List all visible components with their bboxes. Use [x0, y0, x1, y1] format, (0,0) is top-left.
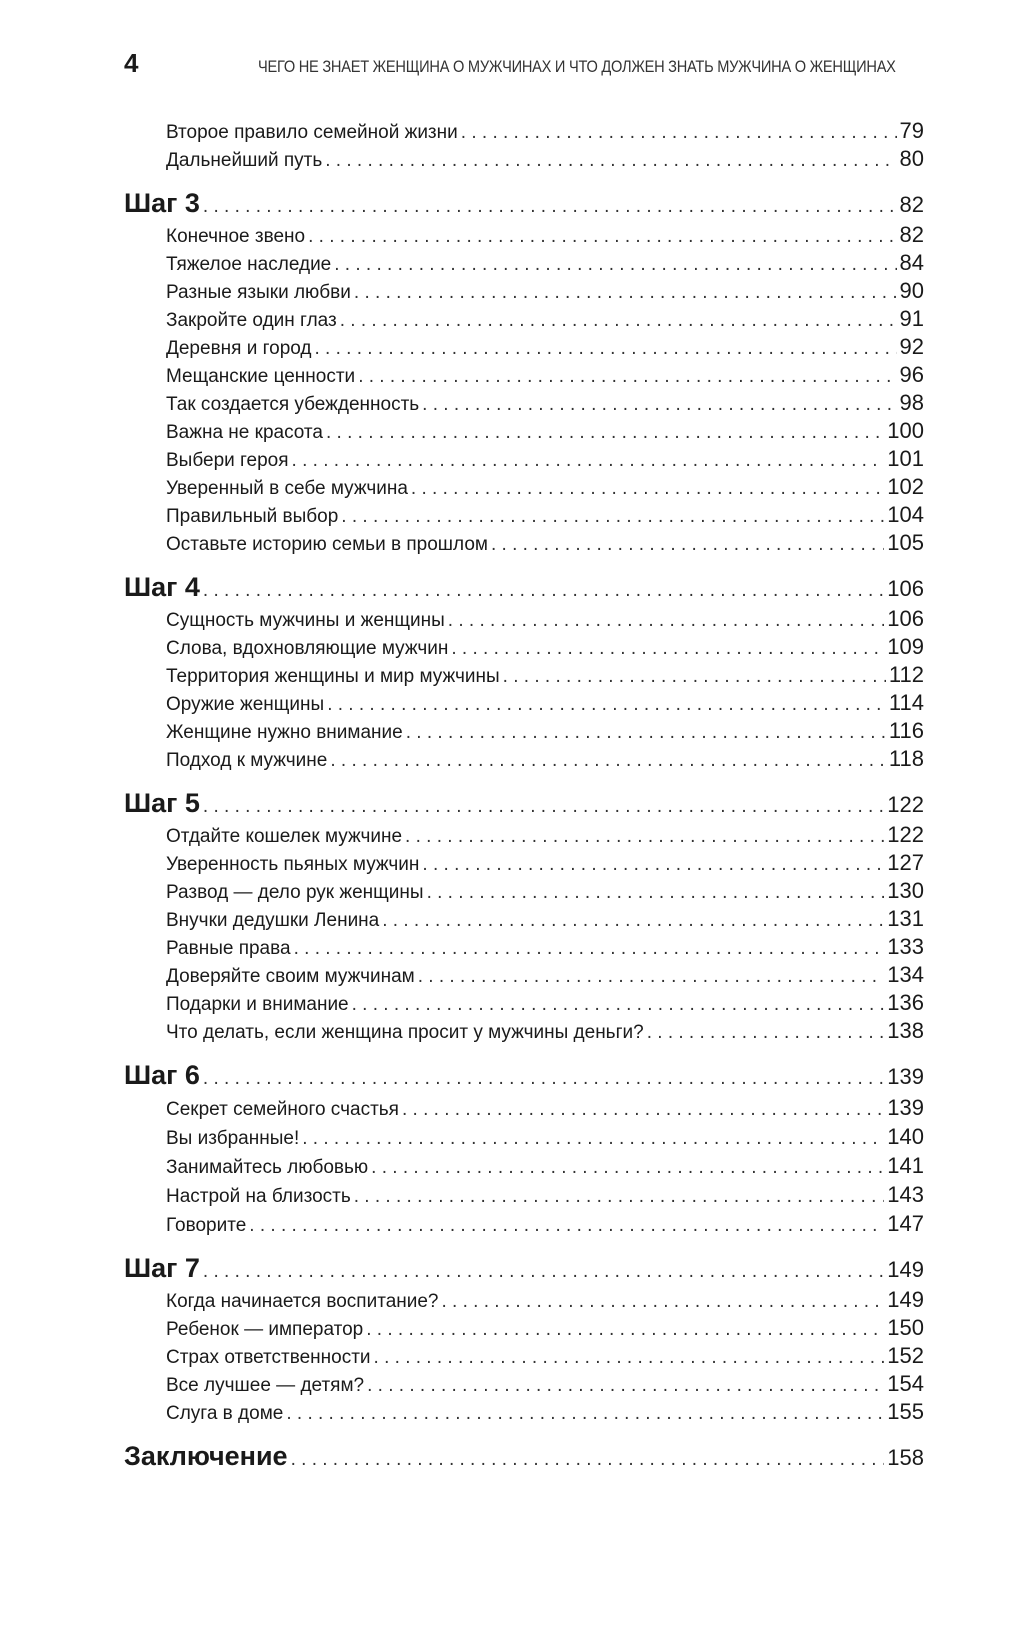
toc-entry-title: Уверенный в себе мужчина: [166, 478, 408, 499]
toc-step-7: [124, 1253, 924, 1427]
dot-leader: [402, 1096, 884, 1123]
dot-leader: [341, 504, 884, 530]
conclusion-title: Заключение: [124, 1441, 288, 1471]
toc-entry[interactable]: [124, 822, 924, 850]
step-heading[interactable]: [124, 572, 924, 606]
toc-entry[interactable]: [124, 934, 924, 962]
toc-entry[interactable]: [124, 1152, 924, 1181]
toc-entry[interactable]: [124, 1343, 924, 1371]
toc-entry-title: Подход к мужчине: [166, 750, 328, 771]
toc-entry[interactable]: [124, 690, 924, 718]
toc-entry-title: Занимайтесь любовью: [166, 1157, 369, 1178]
toc-entry-page: 155: [887, 1399, 924, 1424]
toc-entry[interactable]: [124, 250, 924, 278]
toc-continuation-group: [124, 118, 924, 174]
dot-leader: [294, 936, 885, 962]
toc-entry-page: 152: [887, 1343, 924, 1368]
toc-entry[interactable]: [124, 1287, 924, 1315]
dot-leader: [330, 748, 886, 774]
toc-entry-title: Разные языки любви: [166, 282, 351, 303]
dot-leader: [203, 1064, 884, 1094]
toc-step-4: [124, 572, 924, 774]
toc-entry-title: Слова, вдохновляющие мужчин: [166, 638, 449, 659]
step-heading[interactable]: [124, 188, 924, 222]
step-page: 82: [899, 192, 924, 217]
dot-leader: [422, 852, 884, 878]
dot-leader: [382, 908, 884, 934]
toc-entry[interactable]: [124, 474, 924, 502]
dot-leader: [354, 1183, 885, 1210]
dot-leader: [292, 448, 885, 474]
dot-leader: [411, 476, 884, 502]
toc-entry-title: Важна не красота: [166, 422, 323, 443]
toc-entry-title: Территория женщины и мир мужчины: [166, 666, 500, 687]
dot-leader: [286, 1401, 884, 1427]
table-of-contents: [124, 118, 924, 1475]
toc-entry[interactable]: [124, 990, 924, 1018]
dot-leader: [249, 1212, 884, 1239]
toc-entry-page: 91: [899, 306, 924, 331]
toc-entry-page: 118: [888, 746, 924, 771]
toc-entry-title: Оружие женщины: [166, 694, 325, 715]
toc-entry-page: 127: [887, 850, 924, 875]
toc-entry[interactable]: [124, 906, 924, 934]
dot-leader: [325, 148, 896, 174]
toc-entry-page: 82: [899, 222, 924, 247]
dot-leader: [352, 992, 885, 1018]
toc-entry-page: 98: [899, 390, 924, 415]
toc-entry-page: 116: [888, 718, 924, 743]
dot-leader: [418, 964, 885, 990]
page-number: 4: [124, 48, 139, 78]
toc-entry-page: 150: [887, 1315, 924, 1340]
toc-entry-title: Что делать, если женщина просит у мужчины деньги?: [166, 1022, 644, 1043]
toc-entry[interactable]: [124, 1399, 924, 1427]
toc-entry-page: 130: [887, 878, 924, 903]
dot-leader: [315, 336, 897, 362]
dot-leader: [405, 824, 884, 850]
dot-leader: [340, 308, 897, 334]
toc-entry-page: 100: [887, 418, 924, 443]
toc-entry-page: 104: [887, 502, 924, 527]
dot-leader: [374, 1345, 885, 1371]
toc-entry-title: Деревня и город: [166, 338, 312, 359]
toc-entry-title: Конечное звено: [166, 226, 306, 247]
toc-entry-page: 109: [887, 634, 924, 659]
toc-entry-page: 122: [887, 822, 924, 847]
dot-leader: [406, 720, 886, 746]
step-page: 122: [887, 792, 924, 817]
dot-leader: [326, 420, 884, 446]
toc-entry[interactable]: [124, 878, 924, 906]
toc-entry[interactable]: [124, 1123, 924, 1152]
toc-entry-page: 105: [887, 530, 924, 555]
toc-entry-title: Второе правило семейной жизни: [166, 122, 458, 143]
toc-entry-page: 79: [899, 118, 924, 143]
dot-leader: [327, 692, 886, 718]
dot-leader: [427, 880, 885, 906]
toc-entry[interactable]: [124, 962, 924, 990]
toc-entry-page: 101: [887, 446, 924, 471]
toc-entry[interactable]: [124, 850, 924, 878]
toc-entry-page: 141: [887, 1153, 924, 1178]
toc-entry-page: 149: [887, 1287, 924, 1312]
toc-entry-title: Развод — дело рук женщины: [166, 882, 424, 903]
toc-entry-title: Мещанские ценности: [166, 366, 356, 387]
toc-entry[interactable]: [124, 334, 924, 362]
toc-entry[interactable]: [124, 362, 924, 390]
dot-leader: [367, 1373, 884, 1399]
toc-entry-page: 102: [887, 474, 924, 499]
toc-entry[interactable]: [124, 530, 924, 558]
toc-entry-title: Все лучшее — детям?: [166, 1375, 365, 1396]
toc-entry-page: 80: [899, 146, 924, 171]
toc-entry-page: 139: [887, 1095, 924, 1120]
toc-entry-page: 112: [888, 662, 924, 687]
toc-entry[interactable]: [124, 278, 924, 306]
toc-entry-title: Тяжелое наследие: [166, 254, 332, 275]
toc-entry-title: Уверенность пьяных мужчин: [166, 854, 420, 875]
dot-leader: [308, 224, 896, 250]
toc-entry[interactable]: [124, 1094, 924, 1123]
toc-entry[interactable]: [124, 1018, 924, 1046]
dot-leader: [442, 1289, 885, 1315]
toc-entry[interactable]: [124, 222, 924, 250]
step-page: 139: [887, 1064, 924, 1089]
toc-entry-title: Правильный выбор: [166, 506, 339, 527]
dot-leader: [358, 364, 896, 390]
toc-entry-title: Говорите: [166, 1215, 247, 1236]
dot-leader: [451, 636, 884, 662]
toc-entry-title: Женщине нужно внимание: [166, 722, 403, 743]
toc-entry[interactable]: [124, 418, 924, 446]
toc-entry-page: 90: [899, 278, 924, 303]
toc-entry[interactable]: [124, 146, 924, 174]
step-title: Шаг 4: [124, 572, 200, 602]
toc-entry[interactable]: [124, 390, 924, 418]
step-title: Шаг 5: [124, 788, 200, 818]
toc-entry-title: Секрет семейного счастья: [166, 1099, 399, 1120]
toc-entry-page: 131: [887, 906, 924, 931]
toc-entry-page: 92: [899, 334, 924, 359]
toc-entry-title: Отдайте кошелек мужчине: [166, 826, 403, 847]
step-page: 149: [887, 1257, 924, 1282]
toc-entry-page: 84: [899, 250, 924, 275]
toc-entry-page: 134: [887, 962, 924, 987]
toc-entry[interactable]: [124, 662, 924, 690]
toc-entry-title: Подарки и внимание: [166, 994, 349, 1015]
conclusion-page: 158: [887, 1445, 924, 1470]
toc-entry[interactable]: [124, 306, 924, 334]
toc-entry[interactable]: [124, 746, 924, 774]
step-title: Шаг 6: [124, 1060, 200, 1090]
toc-entry[interactable]: [124, 502, 924, 530]
toc-entry[interactable]: [124, 446, 924, 474]
toc-entry-title: Страх ответственности: [166, 1347, 371, 1368]
toc-entry-title: Выбери героя: [166, 450, 289, 471]
toc-entry-page: 96: [899, 362, 924, 387]
toc-entry[interactable]: [124, 118, 924, 146]
toc-entry-page: 106: [887, 606, 924, 631]
step-title: Шаг 3: [124, 188, 200, 218]
toc-entry-title: Закройте один глаз: [166, 310, 337, 331]
toc-entry[interactable]: [124, 1315, 924, 1343]
step-heading[interactable]: [124, 1253, 924, 1287]
toc-entry-page: 138: [887, 1018, 924, 1043]
toc-step-5: [124, 788, 924, 1046]
dot-leader: [203, 192, 897, 222]
dot-leader: [422, 392, 896, 418]
toc-step-6: [124, 1060, 924, 1239]
toc-entry-page: 136: [887, 990, 924, 1015]
toc-entry[interactable]: [124, 718, 924, 746]
toc-entry-page: 143: [887, 1182, 924, 1207]
toc-step-3: [124, 188, 924, 558]
dot-leader: [203, 1257, 884, 1287]
toc-entry-title: Доверяйте своим мужчинам: [166, 966, 415, 987]
conclusion-heading[interactable]: [124, 1441, 924, 1475]
step-heading[interactable]: [124, 788, 924, 822]
toc-entry-title: Когда начинается воспитание?: [166, 1291, 439, 1312]
toc-entry[interactable]: [124, 1371, 924, 1399]
dot-leader: [203, 576, 884, 606]
dot-leader: [302, 1125, 884, 1152]
dot-leader: [203, 792, 884, 822]
toc-entry[interactable]: [124, 1181, 924, 1210]
toc-entry-title: Настрой на близость: [166, 1186, 351, 1207]
dot-leader: [448, 608, 885, 634]
step-title: Шаг 7: [124, 1253, 200, 1283]
dot-leader: [366, 1317, 884, 1343]
toc-entry-title: Так создается убежденность: [166, 394, 420, 415]
toc-entry-page: 140: [887, 1124, 924, 1149]
toc-entry[interactable]: [124, 606, 924, 634]
toc-entry-title: Равные права: [166, 938, 291, 959]
toc-entry[interactable]: [124, 634, 924, 662]
toc-entry-title: Сущность мужчины и женщины: [166, 610, 445, 631]
dot-leader: [371, 1154, 884, 1181]
toc-entry-title: Оставьте историю семьи в прошлом: [166, 534, 488, 555]
toc-entry-title: Вы избранные!: [166, 1128, 300, 1149]
dot-leader: [647, 1020, 885, 1046]
dot-leader: [334, 252, 896, 278]
toc-entry-page: 114: [888, 690, 924, 715]
dot-leader: [491, 532, 884, 558]
dot-leader: [354, 280, 897, 306]
step-heading[interactable]: [124, 1060, 924, 1094]
dot-leader: [291, 1445, 885, 1475]
toc-conclusion: [124, 1441, 924, 1475]
running-title: ЧЕГО НЕ ЗНАЕТ ЖЕНЩИНА О МУЖЧИНАХ И ЧТО ДОЛЖЕН ЗНАТЬ МУЖЧИНА О ЖЕНЩИНАХ: [258, 57, 896, 76]
toc-entry-title: Внучки дедушки Ленина: [166, 910, 380, 931]
toc-entry-title: Слуга в доме: [166, 1403, 284, 1424]
toc-entry-title: Дальнейший путь: [166, 150, 323, 171]
step-page: 106: [887, 576, 924, 601]
dot-leader: [461, 120, 897, 146]
toc-entry-page: 154: [887, 1371, 924, 1396]
dot-leader: [503, 664, 886, 690]
toc-entry-page: 147: [887, 1211, 924, 1236]
toc-entry[interactable]: [124, 1210, 924, 1239]
toc-entry-page: 133: [887, 934, 924, 959]
toc-entry-title: Ребенок — император: [166, 1319, 364, 1340]
